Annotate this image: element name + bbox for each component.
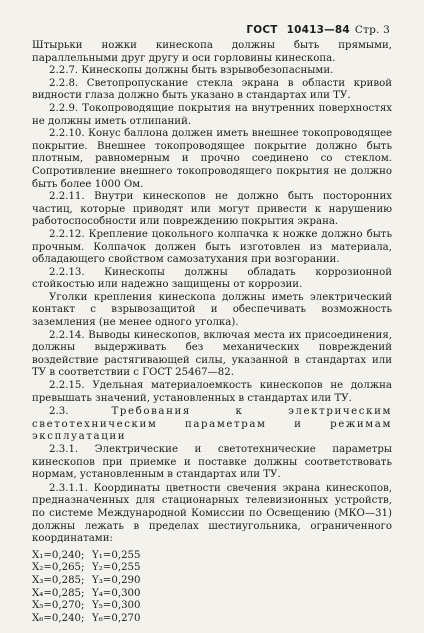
coordinate-x: X₁=0,240; (32, 549, 85, 561)
coordinate-x: X₄=0,285; (32, 587, 85, 599)
paragraph-2-2-9: 2.2.9. Токопроводящие покрытия на внутренних поверхностях не должны иметь отлипаний. (32, 102, 392, 127)
coordinate-y: Y₄=0,300 (92, 587, 141, 599)
paragraph-2-2-15: 2.2.15. Удельная материалоемкость кинескопов не должна превышать значений, установленных в стандартах или ТУ. (32, 380, 392, 404)
paragraph-2-3-1: 2.3.1. Электрические и светотехнические параметры кинескопов при приемке и поставке должны соответствовать нормам, установленным в стандартах или ТУ. (32, 444, 392, 481)
standard-number: 10413—84 (286, 24, 350, 36)
standard-label: ГОСТ (246, 24, 278, 36)
coordinate-row (32, 562, 392, 575)
coordinate-row (32, 550, 392, 563)
document-body (32, 40, 392, 625)
paragraph-2-2-11: 2.2.11. Внутри кинескопов не должно быть посторонних частиц, которые приводят или могут привести к нарушению работоспособности или повреждению покрытия экрана. (32, 191, 392, 228)
section-heading-2-3 (32, 406, 392, 444)
paragraph-2-2-12: 2.2.12. Крепление цокольного колпачка к ножке должно быть прочным. Колпачок должен быть изготовлен из материала, обладающего свойством самозатухания при возгорании. (32, 228, 392, 266)
coordinate-y: Y₅=0,300 (92, 600, 141, 612)
coordinate-row (32, 575, 392, 588)
paragraph-2-2-8: 2.2.8. Светопропускание стекла экрана в области кривой видности глаза должно быть указано в стандартах или ТУ. (32, 77, 392, 102)
coordinate-x: X₅=0,270; (32, 600, 85, 612)
paragraph-2-2-13: 2.2.13. Кинескопы должны обладать коррозионной стойкостью или надежно защищены от коррозии. (32, 266, 392, 291)
paragraph-2-3-1-1: 2.3.1.1. Координаты цветности свечения экрана кинескопов, предназначенных для стационарных телевизионных устройств, по системе Международной Комиссии по Освещению (МКО—31) должны лежать в пределах шестиугольника, ограниченного координатами: (32, 482, 392, 545)
paragraph-2-2-7: 2.2.7. Кинескопы должны быть взрывобезопасными. (49, 65, 334, 77)
coordinate-y: Y₂=0,255 (92, 562, 141, 574)
paragraph-2-2-14: 2.2.14. Выводы кинескопов, включая места их присоединения, должны выдерживать без механических повреждений воздействие растягивающей силы, указанной в стандартах или ТУ в соответствии с ГОСТ 25467—82. (32, 329, 392, 379)
paragraph-2-2-10: 2.2.10. Конус баллона должен иметь внешнее токопроводящее покрытие. Внешнее токопроводящее покрытие должно быть плотным, равномерным и прочно соединено со стеклом. Сопротивление внешнего токопроводящего покрытия не должно быть более 1000 Ом. (32, 128, 392, 190)
coordinate-row (32, 588, 392, 601)
coordinate-y: Y₃=0,290 (92, 574, 141, 586)
coordinate-y: Y₁=0,255 (92, 549, 141, 561)
coordinate-x: X₂=0,265; (32, 562, 85, 574)
coordinate-row (32, 613, 392, 626)
section-number: 2.3. (49, 406, 69, 418)
coordinate-row (32, 600, 392, 613)
coordinate-x: X₃=0,285; (32, 574, 85, 586)
page-header (246, 24, 390, 36)
coordinate-x: X₆=0,240; (32, 612, 85, 624)
coordinate-y: Y₆=0,270 (92, 612, 141, 624)
section-title: Требования к электрическим светотехническим параметрам и режимам эксплуатации (32, 406, 392, 443)
chromaticity-coordinates (32, 550, 392, 626)
paragraph: Штырьки ножки кинескопа должны быть прямыми, параллельными друг другу и оси горловины кинескопа. (32, 40, 392, 64)
page-number: Стр. 3 (354, 24, 390, 36)
paragraph-corner-brackets: Уголки крепления кинескопа должны иметь электрический контакт с взрывозащитой и обеспечивать возможность заземления (не менее одного уголка). (32, 291, 392, 329)
